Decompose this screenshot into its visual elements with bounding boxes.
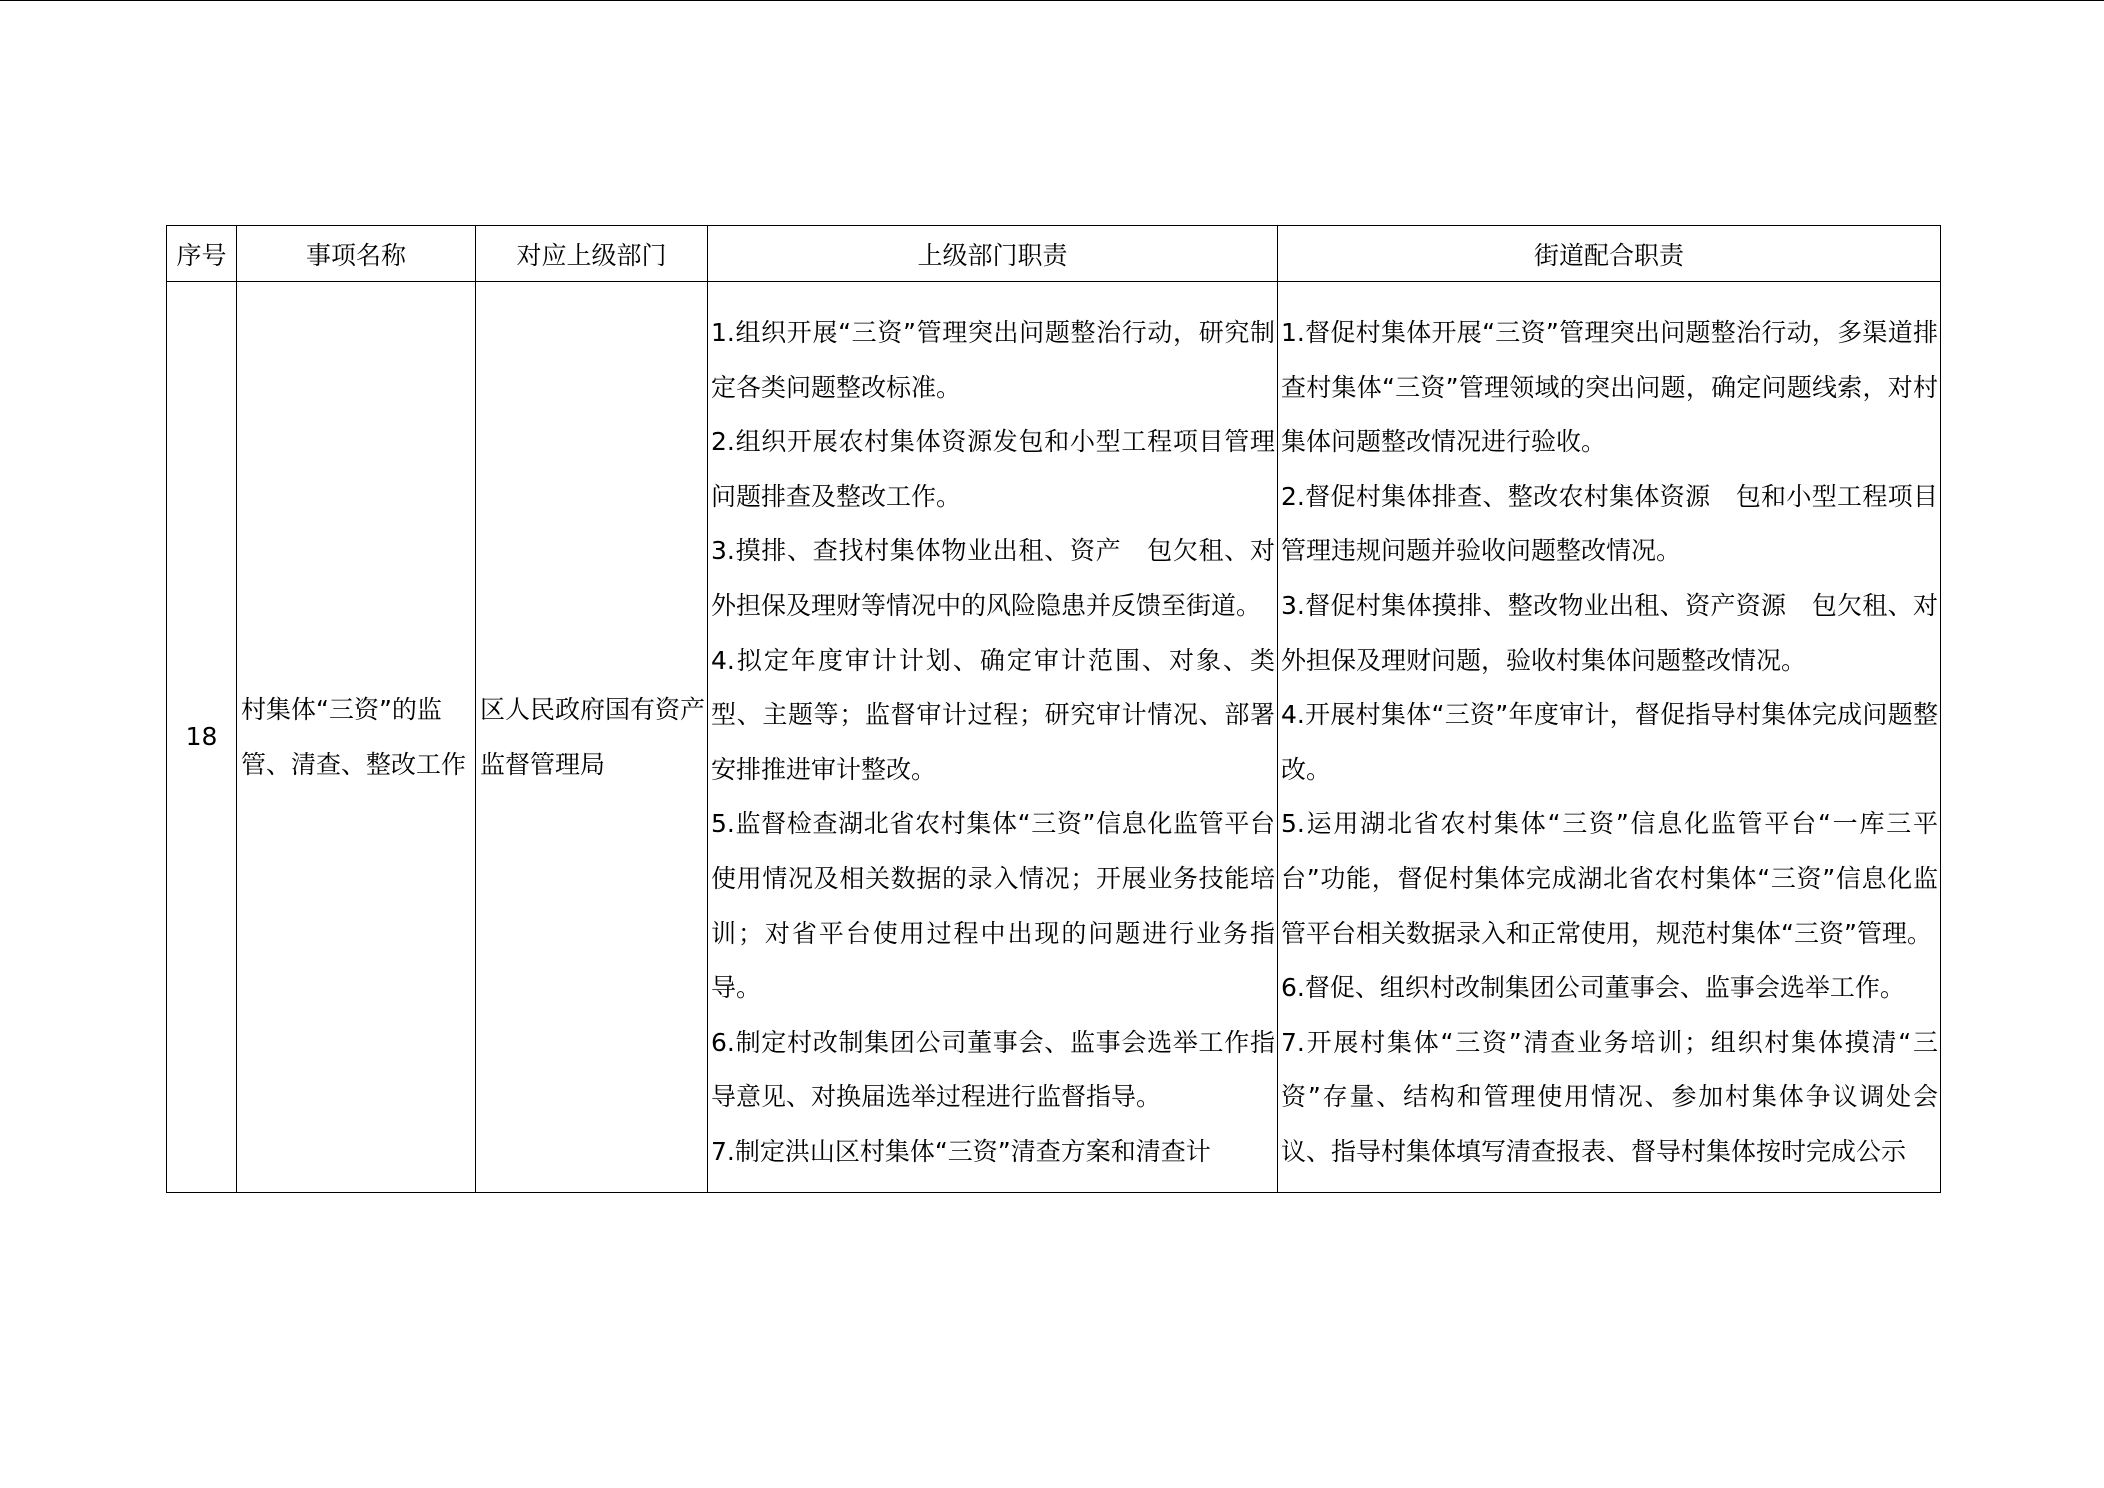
row-department bbox=[476, 282, 708, 1193]
superior-duty-item: 4.拟定年度审计计划、确定审计范围、对象、类型、主题等；监督审计过程；研究审计情况、部署安排推进审计整改。 bbox=[711, 645, 1275, 784]
street-duty-item: 6.督促、组织村改制集团公司董事会、监事会选举工作。 bbox=[1281, 973, 1905, 1003]
superior-duty-item: 3.摸排、查找村集体物业出租、资产 包欠租、对外担保及理财等情况中的风险隐患并反馈至街道。 bbox=[711, 536, 1275, 620]
street-duty-item: 1.督促村集体开展“三资”管理突出问题整治行动，多渠道排查村集体“三资”管理领域的突出问题，确定问题线索，对村集体问题整改情况进行验收。 bbox=[1281, 318, 1938, 457]
row-index-value: 18 bbox=[185, 722, 218, 752]
superior-duty-item: 5.监督检查湖北省农村集体“三资”信息化监管平台使用情况及相关数据的录入情况；开展业务技能培训；对省平台使用过程中出现的问题进行业务指导。 bbox=[711, 809, 1275, 1003]
street-duty-item: 5.运用湖北省农村集体“三资”信息化监管平台“一库三平台”功能，督促村集体完成湖北省农村集体“三资”信息化监管平台相关数据录入和正常使用，规范村集体“三资”管理。 bbox=[1281, 809, 1938, 948]
header-item-name: 事项名称 bbox=[237, 226, 476, 282]
department-text: 区人民政府国有资产监督管理局 bbox=[480, 694, 706, 779]
row-street-duties bbox=[1278, 282, 1941, 1193]
duty-table bbox=[166, 225, 1941, 1193]
header-street-duties: 街道配合职责 bbox=[1278, 226, 1941, 282]
header-index: 序号 bbox=[167, 226, 237, 282]
superior-duty-item: 2.组织开展农村集体资源发包和小型工程项目管理问题排查及整改工作。 bbox=[711, 427, 1275, 511]
header-department: 对应上级部门 bbox=[476, 226, 708, 282]
table-row bbox=[167, 282, 1941, 1193]
header-row bbox=[167, 226, 1941, 282]
header-superior-duties: 上级部门职责 bbox=[708, 226, 1278, 282]
page-top-border bbox=[0, 0, 2104, 1]
row-item-name bbox=[237, 282, 476, 1193]
street-duty-item: 7.开展村集体“三资”清查业务培训；组织村集体摸清“三资”存量、结构和管理使用情况、参加村集体争议调处会议、指导村集体填写清查报表、督导村集体按时完成公示 bbox=[1281, 1027, 1938, 1166]
street-duty-item: 2.督促村集体排查、整改农村集体资源 包和小型工程项目管理违规问题并验收问题整改情况。 bbox=[1281, 481, 1938, 566]
street-duty-item: 4.开展村集体“三资”年度审计，督促指导村集体完成问题整改。 bbox=[1281, 700, 1938, 784]
row-index bbox=[167, 282, 237, 1193]
superior-duty-item: 1.组织开展“三资”管理突出问题整治行动，研究制定各类问题整改标准。 bbox=[711, 318, 1275, 402]
superior-duty-item: 6.制定村改制集团公司董事会、监事会选举工作指导意见、对换届选举过程进行监督指导。 bbox=[711, 1027, 1275, 1112]
street-duty-item: 3.督促村集体摸排、整改物业出租、资产资源 包欠租、对外担保及理财问题，验收村集体问题整改情况。 bbox=[1281, 590, 1938, 675]
row-superior-duties bbox=[708, 282, 1278, 1193]
item-name-text: 村集体“三资”的监管、清查、整改工作 bbox=[241, 694, 467, 779]
superior-duty-item: 7.制定洪山区村集体“三资”清查方案和清查计 bbox=[711, 1136, 1211, 1166]
